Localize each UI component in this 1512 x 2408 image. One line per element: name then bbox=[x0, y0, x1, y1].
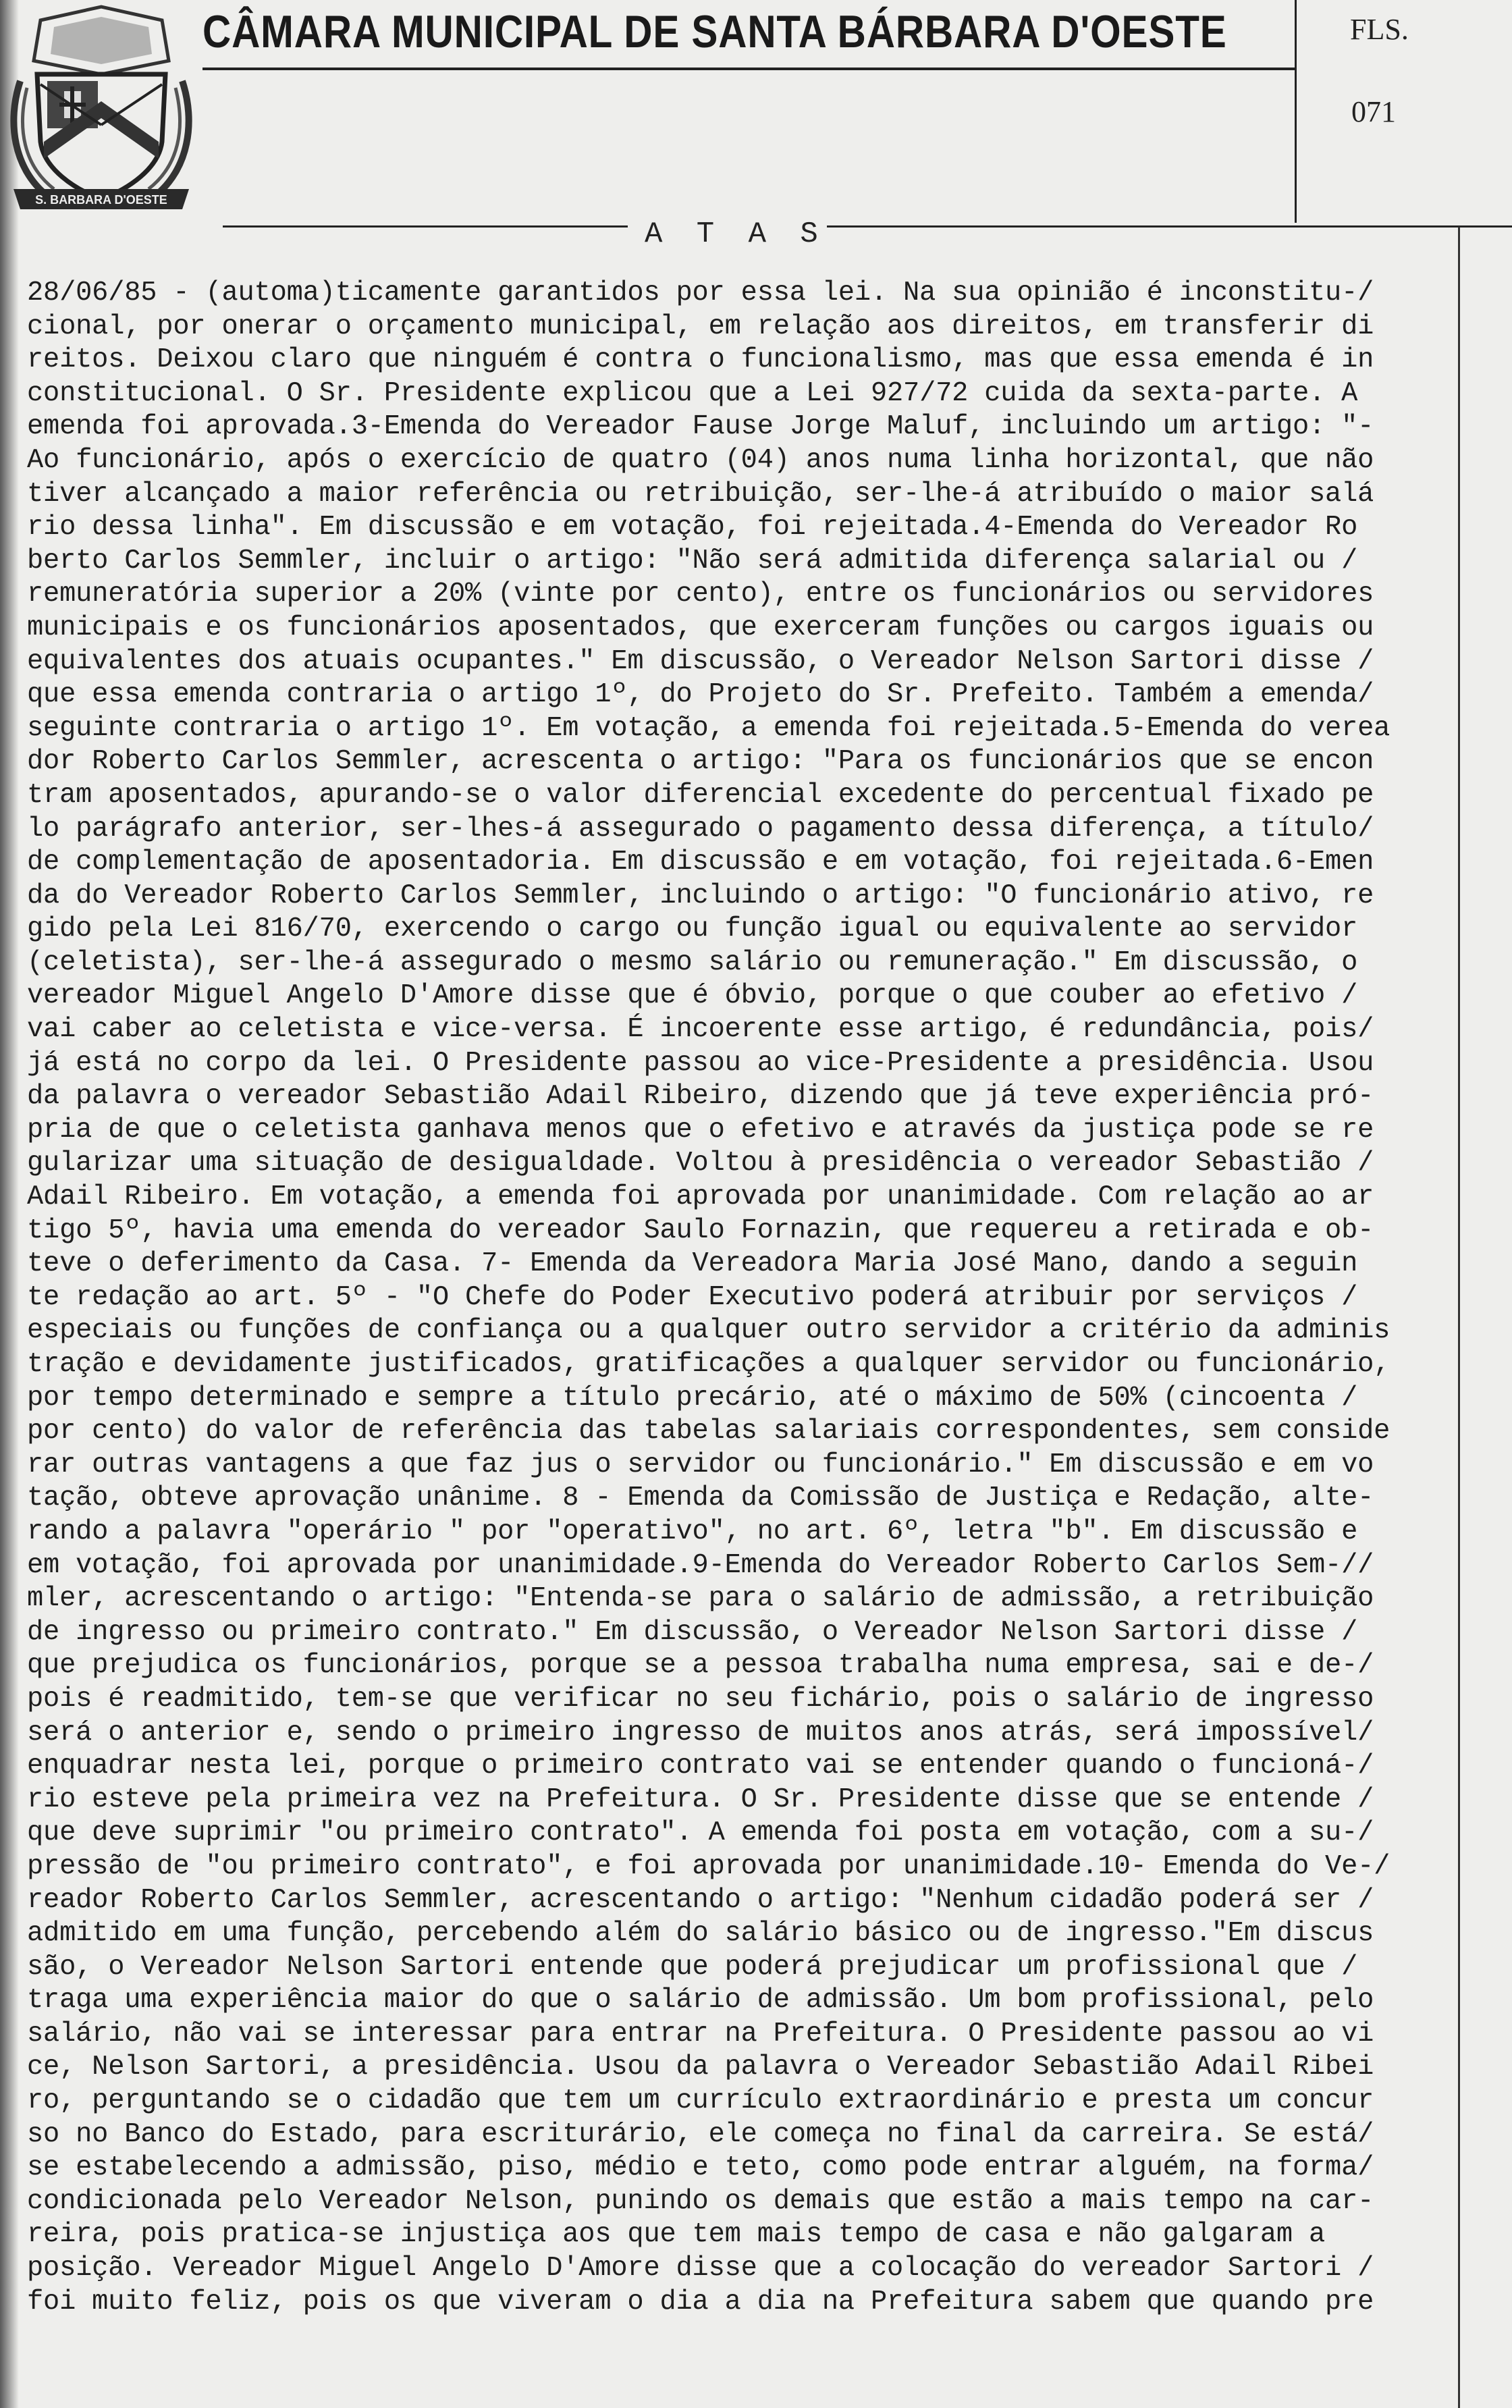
text-line: tiver alcançado a maior referência ou retribuição, ser-lhe-á atribuído o maior salá bbox=[27, 478, 1374, 510]
scan-edge-shadow bbox=[0, 0, 19, 2408]
minutes-text bbox=[27, 277, 1465, 2353]
text-line: vereador Miguel Angelo D'Amore disse que é óbvio, porque o que couber ao efetivo / bbox=[27, 980, 1358, 1012]
text-line: gularizar uma situação de desigualdade. Voltou à presidência o vereador Sebastião / bbox=[27, 1148, 1374, 1179]
text-line: admitido em uma função, percebendo além do salário básico ou de ingresso."Em discus bbox=[27, 1918, 1374, 1950]
text-line: teve o deferimento da Casa. 7- Emenda da Vereadora Maria José Mano, dando a seguin bbox=[27, 1248, 1358, 1280]
text-line: ro, perguntando se o cidadão que tem um currículo extraordinário e presta um concur bbox=[27, 2085, 1374, 2117]
text-line: da palavra o vereador Sebastião Adail Ribeiro, dizendo que já teve experiência pró- bbox=[27, 1081, 1374, 1113]
text-line: ce, Nelson Sartori, a presidência. Usou da palavra o Vereador Sebastião Adail Ribei bbox=[27, 2052, 1374, 2083]
text-line: equivalentes dos atuais ocupantes." Em discussão, o Vereador Nelson Sartori disse / bbox=[27, 645, 1374, 677]
header-divider bbox=[202, 68, 1295, 70]
text-line: de ingresso ou primeiro contrato." Em discussão, o Vereador Nelson Sartori disse / bbox=[27, 1616, 1358, 1648]
text-line: se estabelecendo a admissão, piso, médio e teto, como pode entrar alguém, na forma/ bbox=[27, 2152, 1374, 2184]
text-line: vai caber ao celetista e vice-versa. É incoerente esse artigo, é redundância, pois/ bbox=[27, 1014, 1374, 1046]
text-line: são, o Vereador Nelson Sartori entende que poderá prejudicar um profissional que / bbox=[27, 1951, 1358, 1983]
text-line: traga uma experiência maior do que o salário de admissão. Um bom profissional, pelo bbox=[27, 1985, 1374, 2016]
text-line: condicionada pelo Vereador Nelson, punindo os demais que estão a mais tempo na car- bbox=[27, 2185, 1374, 2217]
section-rule-left bbox=[223, 225, 628, 228]
text-line: so no Banco do Estado, para escriturário, ele começa no final da carreira. Se está/ bbox=[27, 2118, 1374, 2150]
text-line: salário, não vai se interessar para entrar na Prefeitura. O Presidente passou ao vi bbox=[27, 2018, 1374, 2050]
page-header-title: CÂMARA MUNICIPAL DE SANTA BÁRBARA D'OESTE bbox=[202, 6, 1227, 57]
text-line: tigo 5º, havia uma emenda do vereador Saulo Fornazin, que requereu a retirada e ob- bbox=[27, 1214, 1374, 1246]
text-line: que essa emenda contraria o artigo 1º, do Projeto do Sr. Prefeito. Também a emenda/ bbox=[27, 679, 1374, 711]
text-line: remuneratória superior a 20% (vinte por cento), entre os funcionários ou servidores bbox=[27, 579, 1374, 610]
text-line: enquadrar nesta lei, porque o primeiro contrato vai se entender quando o funcioná-/ bbox=[27, 1750, 1374, 1782]
text-line: cional, por onerar o orçamento municipal, em relação aos direitos, em transferir di bbox=[27, 311, 1374, 342]
text-line bbox=[27, 2319, 1443, 2353]
text-line: te redação ao art. 5º - "O Chefe do Poder Executivo poderá atribuir por serviços / bbox=[27, 1281, 1358, 1313]
text-line: pois é readmitido, tem-se que verificar no seu fichário, pois o salário de ingresso bbox=[27, 1683, 1374, 1715]
text-line: rando a palavra "operário " por "operativo", no art. 6º, letra "b". Em discussão e bbox=[27, 1516, 1358, 1547]
text-line: será o anterior e, sendo o primeiro ingresso de muitos anos atrás, será impossível/ bbox=[27, 1717, 1374, 1748]
text-line: lo parágrafo anterior, ser-lhes-á assegurado o pagamento dessa diferença, a título/ bbox=[27, 813, 1374, 845]
text-line: reitos. Deixou claro que ninguém é contra o funcionalismo, mas que essa emenda é in bbox=[27, 344, 1374, 376]
text-line: municipais e os funcionários aposentados, que exerceram funções ou cargos iguais ou bbox=[27, 612, 1374, 643]
text-line: por cento) do valor de referência das tabelas salariais correspondentes, sem conside bbox=[27, 1416, 1390, 1447]
section-label: A T A S bbox=[645, 217, 826, 251]
folio-label: FLS. bbox=[1350, 13, 1409, 46]
text-line: que deve suprimir "ou primeiro contrato". A emenda foi posta em votação, com a su-/ bbox=[27, 1817, 1374, 1849]
text-line: que prejudica os funcionários, porque se a pessoa trabalha numa empresa, sai e de-/ bbox=[27, 1650, 1374, 1682]
text-line: pressão de "ou primeiro contrato", e foi aprovada por unanimidade.10- Emenda do Ve-/ bbox=[27, 1850, 1390, 1882]
text-line: Adail Ribeiro. Em votação, a emenda foi aprovada por unanimidade. Com relação ao ar bbox=[27, 1181, 1374, 1213]
text-line: especiais ou funções de confiança ou a qualquer outro servidor a critério da adminis bbox=[27, 1315, 1390, 1347]
section-rule-right bbox=[827, 225, 1512, 228]
text-line: dor Roberto Carlos Semmler, acrescenta o artigo: "Para os funcionários que se encon bbox=[27, 746, 1374, 778]
text-line: constitucional. O Sr. Presidente explicou que a Lei 927/72 cuida da sexta-parte. A bbox=[27, 377, 1358, 409]
text-line: tação, obteve aprovação unânime. 8 - Emenda da Comissão de Justiça e Redação, alte- bbox=[27, 1482, 1374, 1514]
text-line: da do Vereador Roberto Carlos Semmler, incluindo o artigo: "O funcionário ativo, re bbox=[27, 880, 1374, 911]
text-line: Ao funcionário, após o exercício de quatro (04) anos numa linha horizontal, que não bbox=[27, 444, 1374, 476]
text-line: gido pela Lei 816/70, exercendo o cargo ou função igual ou equivalente ao servidor bbox=[27, 913, 1358, 945]
text-line: já está no corpo da lei. O Presidente passou ao vice-Presidente a presidência. Usou bbox=[27, 1047, 1374, 1079]
text-line: reira, pois pratica-se injustiça aos que tem mais tempo de casa e não galgaram a bbox=[27, 2219, 1326, 2251]
text-line: seguinte contraria o artigo 1º. Em votação, a emenda foi rejeitada.5-Emenda do verea bbox=[27, 712, 1390, 744]
svg-text:S. BARBARA D'OESTE: S. BARBARA D'OESTE bbox=[35, 193, 167, 207]
text-line: posição. Vereador Miguel Angelo D'Amore disse que a colocação do vereador Sartori / bbox=[27, 2253, 1374, 2284]
text-line: de complementação de aposentadoria. Em discussão e em votação, foi rejeitada.6-Emen bbox=[27, 847, 1374, 878]
text-line: por tempo determinado e sempre a título precário, até o máximo de 50% (cincoenta / bbox=[27, 1382, 1358, 1414]
text-line: foi muito feliz, pois os que viveram o dia a dia na Prefeitura sabem que quando pre bbox=[27, 2286, 1374, 2318]
text-line: rar outras vantagens a que faz jus o servidor ou funcionário." Em discussão e em vo bbox=[27, 1449, 1374, 1480]
text-line: pria de que o celetista ganhava menos que o efetivo e através da justiça pode se re bbox=[27, 1114, 1374, 1146]
text-line: 28/06/85 - (automa)ticamente garantidos por essa lei. Na sua opinião é inconstitu-/ bbox=[27, 277, 1374, 309]
text-line: berto Carlos Semmler, incluir o artigo: "Não será admitida diferença salarial ou / bbox=[27, 545, 1358, 577]
folio-number: 071 bbox=[1351, 95, 1396, 128]
municipal-crest-icon bbox=[0, 0, 202, 216]
text-line: (celetista), ser-lhe-á assegurado o mesmo salário ou remuneração." Em discussão, o bbox=[27, 946, 1358, 978]
text-line: emenda foi aprovada.3-Emenda do Vereador Fause Jorge Maluf, incluindo um artigo: "- bbox=[27, 411, 1374, 443]
text-line: rio dessa linha". Em discussão e em votação, foi rejeitada.4-Emenda do Vereador Ro bbox=[27, 512, 1358, 543]
text-line: reador Roberto Carlos Semmler, acrescentando o artigo: "Nenhum cidadão poderá ser / bbox=[27, 1884, 1374, 1916]
text-line: rio esteve pela primeira vez na Prefeitura. O Sr. Presidente disse que se entende / bbox=[27, 1784, 1374, 1815]
text-line: tram aposentados, apurando-se o valor diferencial excedente do percentual fixado pe bbox=[27, 779, 1374, 811]
text-line: em votação, foi aprovada por unanimidade.9-Emenda do Vereador Roberto Carlos Sem-// bbox=[27, 1549, 1374, 1581]
text-line: tração e devidamente justificados, gratificações a qualquer servidor ou funcionário, bbox=[27, 1349, 1390, 1380]
text-line: mler, acrescentando o artigo: "Entenda-se para o salário de admissão, a retribuição bbox=[27, 1583, 1374, 1615]
